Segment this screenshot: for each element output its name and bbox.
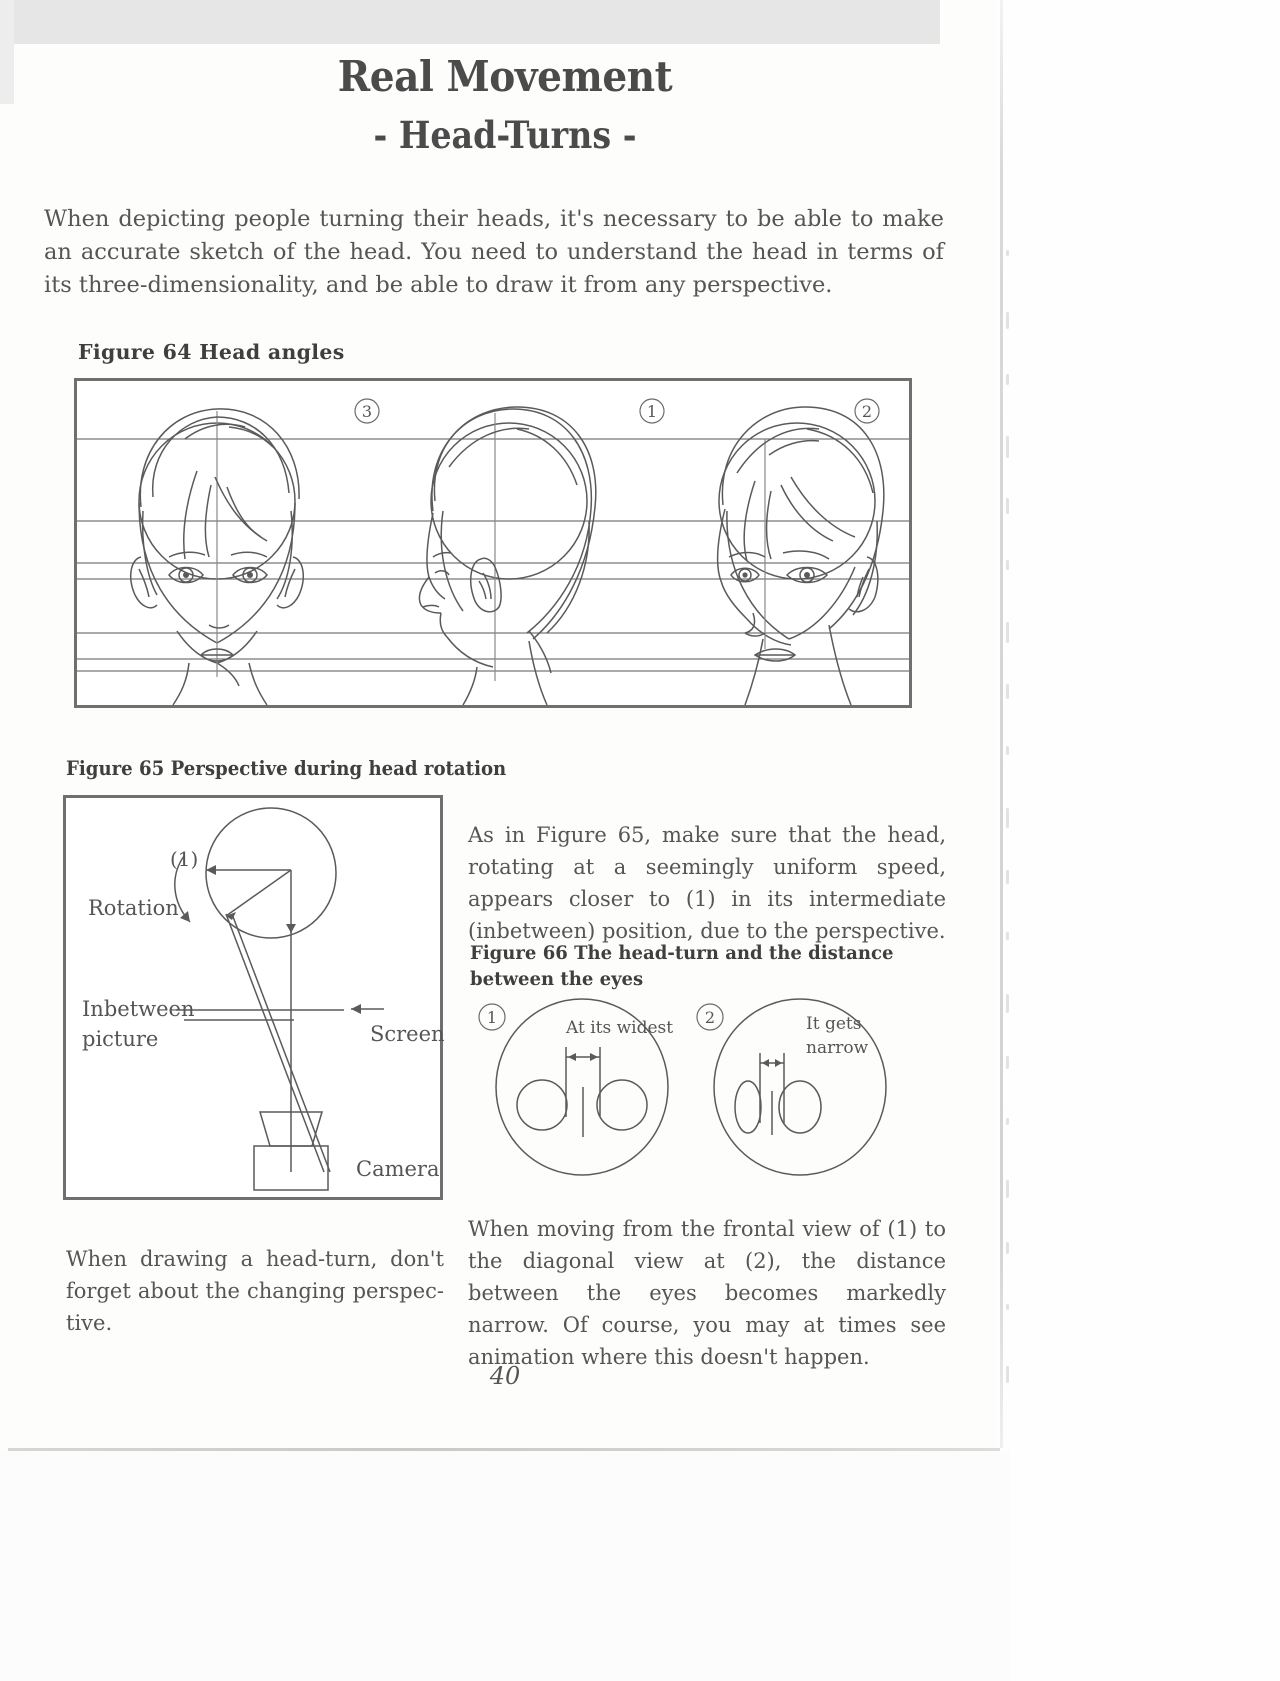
- figure-65-label-inbetween-line2: picture: [82, 1027, 159, 1051]
- figure-66-illustration: [470, 995, 950, 1185]
- figure-66-panel-2-note-line1: It gets: [806, 1014, 862, 1034]
- head-label-3: 3: [361, 402, 373, 421]
- scan-right-gutter: [998, 0, 1280, 1681]
- head-label-1: 1: [646, 402, 658, 421]
- figure-65-illustration: [66, 798, 445, 1197]
- page-title: Real Movement: [337, 52, 673, 101]
- figure-65-label-inbetween-line1: Inbetween: [82, 997, 195, 1021]
- figure-66-panel-1-number: 1: [486, 1008, 498, 1027]
- figure-65-body-paragraph: When drawing a head-turn, don't forget about the changing perspec-tive.: [66, 1247, 444, 1335]
- head-label-2: 2: [861, 402, 873, 421]
- figure-65-explanation-paragraph: As in Figure 65, make sure that the head, rotating at a seemingly uniform speed, appears closer to (1) in its intermediate (inbetween) position, due to the perspective.: [468, 823, 946, 943]
- figure-65-box: [63, 795, 443, 1200]
- figure-64-caption: Figure 64 Head angles: [78, 340, 345, 364]
- page-subtitle: - Head-Turns -: [373, 113, 637, 157]
- figure-64-box: [74, 378, 912, 708]
- figure-66-panel-2-number: 2: [704, 1008, 716, 1027]
- figure-65-label-screen: Screen: [370, 1022, 445, 1046]
- figure-66-panel-2-note-line2: narrow: [806, 1038, 869, 1058]
- intro-paragraph: When depicting people turning their heads, it's necessary to be able to make an accurate sketch of the head. You need to understand the head in terms of its three-dimensionality, and be able to draw it from any perspective.: [44, 205, 944, 298]
- figure-66-panel-1-note: At its widest: [566, 1018, 674, 1038]
- figure-64-illustration: [77, 381, 909, 705]
- figure-66-panel-2: [697, 999, 886, 1175]
- figure-65-label-camera: Camera: [356, 1157, 440, 1181]
- figure-66-panel-1: [479, 999, 673, 1175]
- figure-65-caption: Figure 65 Perspective during head rotation: [66, 757, 507, 780]
- figure-65-label-rotation: Rotation: [88, 896, 179, 920]
- figure-65-label-position-one: (1): [170, 847, 199, 871]
- figure-66-body-paragraph: When moving from the frontal view of (1) to the diagonal view at (2), the distance between the eyes becomes markedly narrow. Of course, you may at times see animation where this doesn't happen.: [468, 1217, 946, 1369]
- figure-66-illustration-area: [470, 995, 950, 1185]
- page-number: 40: [489, 1362, 521, 1390]
- figure-66-caption: Figure 66 The head-turn and the distance between the eyes: [470, 942, 894, 990]
